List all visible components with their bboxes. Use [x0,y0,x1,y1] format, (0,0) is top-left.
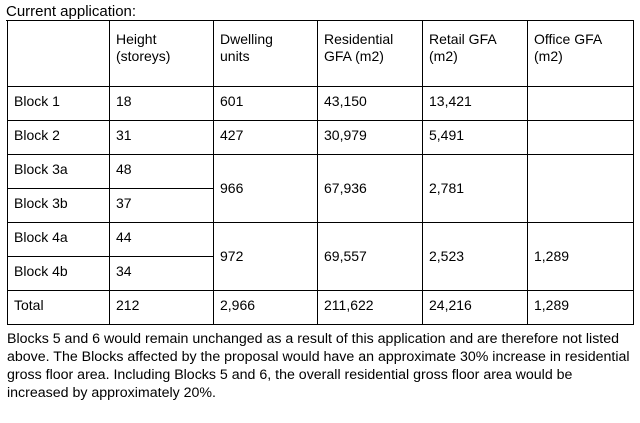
section-heading: Current application: [6,3,137,20]
block-name-cell: Block 3a [8,155,110,189]
total-office-cell: 1,289 [528,291,634,325]
residential-gfa-cell: 30,979 [318,121,423,155]
total-dwellings-cell: 2,966 [214,291,318,325]
header-cell-height [110,21,214,87]
header-label: Dwelling units [220,31,273,64]
height-cell: 48 [110,155,214,189]
dwellings-cell: 972 [214,223,318,291]
header-label: Residential GFA (m2) [324,31,394,64]
table-row [8,87,634,121]
block-name-cell: Block 4a [8,223,110,257]
retail-gfa-cell: 5,491 [423,121,528,155]
block-name-cell: Block 2 [8,121,110,155]
office-gfa-cell [528,87,634,121]
office-gfa-cell [528,155,634,223]
table-row [8,155,634,189]
total-residential-cell: 211,622 [318,291,423,325]
height-cell: 31 [110,121,214,155]
table-header-row [8,21,634,87]
table-row [8,223,634,257]
total-row [8,291,634,325]
residential-gfa-cell: 43,150 [318,87,423,121]
header-cell-dwellings [214,21,318,87]
total-height-cell: 212 [110,291,214,325]
block-name-cell: Block 3b [8,189,110,223]
height-cell: 18 [110,87,214,121]
header-cell-retail [423,21,528,87]
height-cell: 34 [110,257,214,291]
residential-gfa-cell: 69,557 [318,223,423,291]
retail-gfa-cell: 13,421 [423,87,528,121]
header-cell-residential [318,21,423,87]
height-cell: 37 [110,189,214,223]
residential-gfa-cell: 67,936 [318,155,423,223]
explanatory-paragraph: Blocks 5 and 6 would remain unchanged as a result of this application and are therefore not listed above. The Blocks affected by the proposal would have an approximate 30% increase in residential gross floor area. Including Blocks 5 and 6, the overall residential gross floor area would be increased by approximately 20%. [7,331,630,401]
retail-gfa-cell: 2,523 [423,223,528,291]
total-label-cell: Total [8,291,110,325]
office-gfa-cell: 1,289 [528,223,634,291]
header-label: Height (storeys) [116,31,171,64]
height-cell: 44 [110,223,214,257]
office-gfa-cell [528,121,634,155]
table-row [8,121,634,155]
block-name-cell: Block 1 [8,87,110,121]
dwellings-cell: 427 [214,121,318,155]
header-label: Retail GFA (m2) [429,31,497,64]
header-cell-office [528,21,634,87]
application-table [7,20,634,325]
block-name-cell: Block 4b [8,257,110,291]
dwellings-cell: 601 [214,87,318,121]
retail-gfa-cell: 2,781 [423,155,528,223]
header-cell-block [8,21,110,87]
header-label: Office GFA (m2) [534,31,603,64]
dwellings-cell: 966 [214,155,318,223]
total-retail-cell: 24,216 [423,291,528,325]
